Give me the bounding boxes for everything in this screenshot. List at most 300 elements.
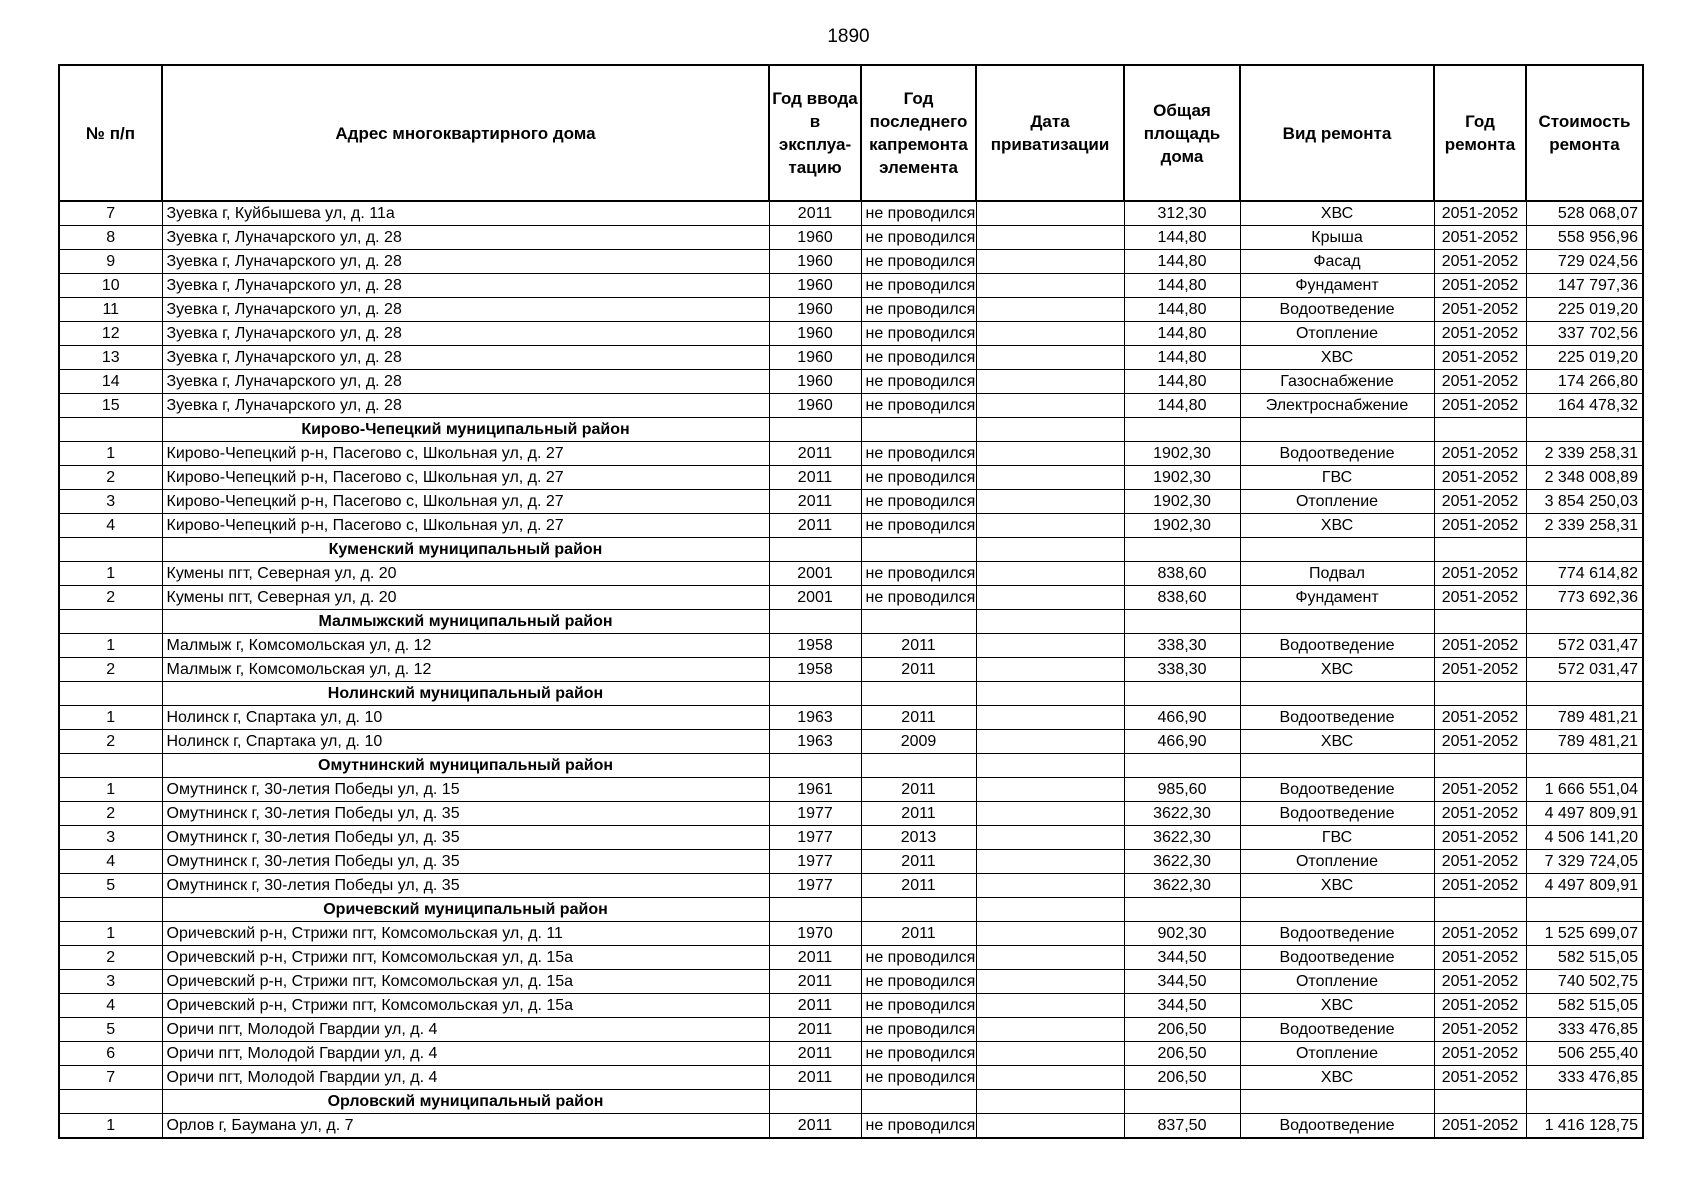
section-empty-cell xyxy=(976,682,1124,706)
section-empty-cell xyxy=(59,538,162,562)
cell-privatization xyxy=(976,802,1124,826)
cell-cost: 729 024,56 xyxy=(1526,250,1643,274)
cell-address: Омутнинск г, 30-летия Победы ул, д. 35 xyxy=(162,850,769,874)
table-row xyxy=(59,994,1643,1018)
cell-privatization xyxy=(976,370,1124,394)
section-empty-cell xyxy=(59,610,162,634)
header-year-built: Год ввода в эксплуа- тацию xyxy=(769,65,861,201)
cell-repair-type: Водоотведение xyxy=(1240,1114,1434,1139)
cell-last-repair: не проводился xyxy=(861,442,976,466)
cell-area: 344,50 xyxy=(1124,994,1240,1018)
cell-repair-type: Крыша xyxy=(1240,226,1434,250)
cell-last-repair: 2011 xyxy=(861,874,976,898)
cell-repair-year: 2051-2052 xyxy=(1434,514,1526,538)
cell-num: 1 xyxy=(59,922,162,946)
cell-year-built: 1960 xyxy=(769,370,861,394)
cell-repair-type: Водоотведение xyxy=(1240,922,1434,946)
cell-last-repair: 2011 xyxy=(861,802,976,826)
cell-address: Кумены пгт, Северная ул, д. 20 xyxy=(162,586,769,610)
cell-num: 10 xyxy=(59,274,162,298)
cell-privatization xyxy=(976,274,1124,298)
cell-num: 3 xyxy=(59,970,162,994)
section-row xyxy=(59,538,1643,562)
section-empty-cell xyxy=(976,418,1124,442)
section-empty-cell xyxy=(1526,418,1643,442)
section-empty-cell xyxy=(861,610,976,634)
cell-cost: 147 797,36 xyxy=(1526,274,1643,298)
cell-repair-type: Водоотведение xyxy=(1240,706,1434,730)
cell-cost: 2 339 258,31 xyxy=(1526,442,1643,466)
cell-num: 3 xyxy=(59,826,162,850)
table-row xyxy=(59,778,1643,802)
section-empty-cell xyxy=(1526,1090,1643,1114)
cell-repair-type: ГВС xyxy=(1240,466,1434,490)
cell-address: Зуевка г, Луначарского ул, д. 28 xyxy=(162,226,769,250)
cell-num: 2 xyxy=(59,658,162,682)
section-empty-cell xyxy=(1240,898,1434,922)
cell-address: Оричи пгт, Молодой Гвардии ул, д. 4 xyxy=(162,1042,769,1066)
cell-repair-type: Водоотведение xyxy=(1240,778,1434,802)
cell-privatization xyxy=(976,658,1124,682)
cell-privatization xyxy=(976,442,1124,466)
cell-cost: 740 502,75 xyxy=(1526,970,1643,994)
cell-address: Кирово-Чепецкий р-н, Пасегово с, Школьная ул, д. 27 xyxy=(162,442,769,466)
cell-cost: 2 348 008,89 xyxy=(1526,466,1643,490)
cell-address: Нолинск г, Спартака ул, д. 10 xyxy=(162,706,769,730)
cell-year-built: 2011 xyxy=(769,994,861,1018)
table-row xyxy=(59,370,1643,394)
section-empty-cell xyxy=(861,418,976,442)
section-empty-cell xyxy=(769,1090,861,1114)
cell-area: 837,50 xyxy=(1124,1114,1240,1139)
section-empty-cell xyxy=(769,418,861,442)
cell-repair-type: ХВС xyxy=(1240,201,1434,226)
section-empty-cell xyxy=(1124,538,1240,562)
section-empty-cell xyxy=(1240,682,1434,706)
table-row xyxy=(59,298,1643,322)
section-empty-cell xyxy=(1240,418,1434,442)
cell-address: Омутнинск г, 30-летия Победы ул, д. 35 xyxy=(162,826,769,850)
cell-repair-type: Отопление xyxy=(1240,1042,1434,1066)
cell-repair-type: Фасад xyxy=(1240,250,1434,274)
section-empty-cell xyxy=(769,610,861,634)
cell-repair-year: 2051-2052 xyxy=(1434,946,1526,970)
cell-repair-type: ГВС xyxy=(1240,826,1434,850)
cell-repair-year: 2051-2052 xyxy=(1434,442,1526,466)
section-empty-cell xyxy=(1124,610,1240,634)
cell-address: Омутнинск г, 30-летия Победы ул, д. 35 xyxy=(162,874,769,898)
section-empty-cell xyxy=(1240,1090,1434,1114)
cell-area: 1902,30 xyxy=(1124,442,1240,466)
table-row xyxy=(59,826,1643,850)
cell-cost: 506 255,40 xyxy=(1526,1042,1643,1066)
section-empty-cell xyxy=(976,538,1124,562)
section-empty-cell xyxy=(1240,538,1434,562)
section-empty-cell xyxy=(59,418,162,442)
header-cost: Стоимость ремонта xyxy=(1526,65,1643,201)
cell-area: 3622,30 xyxy=(1124,826,1240,850)
cell-num: 1 xyxy=(59,442,162,466)
cell-last-repair: 2011 xyxy=(861,850,976,874)
cell-year-built: 2011 xyxy=(769,201,861,226)
cell-repair-year: 2051-2052 xyxy=(1434,850,1526,874)
cell-repair-type: Фундамент xyxy=(1240,586,1434,610)
cell-area: 1902,30 xyxy=(1124,490,1240,514)
cell-cost: 333 476,85 xyxy=(1526,1018,1643,1042)
header-area: Общая площадь дома xyxy=(1124,65,1240,201)
section-empty-cell xyxy=(1124,898,1240,922)
cell-area: 985,60 xyxy=(1124,778,1240,802)
section-empty-cell xyxy=(1526,538,1643,562)
cell-num: 2 xyxy=(59,802,162,826)
table-row xyxy=(59,442,1643,466)
cell-privatization xyxy=(976,298,1124,322)
cell-address: Зуевка г, Луначарского ул, д. 28 xyxy=(162,274,769,298)
cell-repair-type: Водоотведение xyxy=(1240,298,1434,322)
cell-repair-year: 2051-2052 xyxy=(1434,322,1526,346)
cell-num: 7 xyxy=(59,1066,162,1090)
cell-year-built: 1961 xyxy=(769,778,861,802)
cell-privatization xyxy=(976,778,1124,802)
cell-repair-type: ХВС xyxy=(1240,514,1434,538)
table-row xyxy=(59,201,1643,226)
table-row xyxy=(59,1018,1643,1042)
cell-year-built: 2011 xyxy=(769,1114,861,1139)
cell-address: Оричевский р-н, Стрижи пгт, Комсомольская ул, д. 11 xyxy=(162,922,769,946)
cell-year-built: 1960 xyxy=(769,394,861,418)
cell-cost: 572 031,47 xyxy=(1526,658,1643,682)
cell-repair-year: 2051-2052 xyxy=(1434,826,1526,850)
cell-repair-type: Отопление xyxy=(1240,970,1434,994)
cell-area: 206,50 xyxy=(1124,1066,1240,1090)
cell-last-repair: не проводился xyxy=(861,1066,976,1090)
cell-area: 902,30 xyxy=(1124,922,1240,946)
section-empty-cell xyxy=(1434,898,1526,922)
cell-repair-type: Водоотведение xyxy=(1240,442,1434,466)
section-empty-cell xyxy=(861,682,976,706)
cell-address: Зуевка г, Луначарского ул, д. 28 xyxy=(162,250,769,274)
cell-num: 6 xyxy=(59,1042,162,1066)
cell-year-built: 1977 xyxy=(769,826,861,850)
cell-privatization xyxy=(976,970,1124,994)
cell-repair-type: Газоснабжение xyxy=(1240,370,1434,394)
section-empty-cell xyxy=(1124,754,1240,778)
cell-address: Оричи пгт, Молодой Гвардии ул, д. 4 xyxy=(162,1018,769,1042)
cell-address: Кирово-Чепецкий р-н, Пасегово с, Школьная ул, д. 27 xyxy=(162,466,769,490)
cell-year-built: 1960 xyxy=(769,298,861,322)
cell-address: Оричевский р-н, Стрижи пгт, Комсомольская ул, д. 15а xyxy=(162,946,769,970)
cell-area: 1902,30 xyxy=(1124,466,1240,490)
table-row xyxy=(59,706,1643,730)
cell-last-repair: не проводился xyxy=(861,1114,976,1139)
cell-year-built: 2011 xyxy=(769,490,861,514)
cell-repair-type: Фундамент xyxy=(1240,274,1434,298)
cell-cost: 7 329 724,05 xyxy=(1526,850,1643,874)
section-empty-cell xyxy=(1434,754,1526,778)
cell-area: 838,60 xyxy=(1124,586,1240,610)
cell-privatization xyxy=(976,1114,1124,1139)
section-empty-cell xyxy=(769,754,861,778)
cell-repair-type: Электроснабжение xyxy=(1240,394,1434,418)
cell-address: Оричевский р-н, Стрижи пгт, Комсомольская ул, д. 15а xyxy=(162,970,769,994)
cell-num: 9 xyxy=(59,250,162,274)
cell-last-repair: 2011 xyxy=(861,658,976,682)
cell-privatization xyxy=(976,706,1124,730)
cell-address: Оричи пгт, Молодой Гвардии ул, д. 4 xyxy=(162,1066,769,1090)
table-row xyxy=(59,226,1643,250)
cell-area: 344,50 xyxy=(1124,946,1240,970)
cell-cost: 789 481,21 xyxy=(1526,706,1643,730)
table-row xyxy=(59,922,1643,946)
cell-repair-type: Водоотведение xyxy=(1240,802,1434,826)
cell-area: 338,30 xyxy=(1124,634,1240,658)
cell-last-repair: не проводился xyxy=(861,514,976,538)
cell-num: 7 xyxy=(59,201,162,226)
table-row xyxy=(59,658,1643,682)
table-header xyxy=(59,65,1643,201)
cell-privatization xyxy=(976,1042,1124,1066)
cell-area: 144,80 xyxy=(1124,370,1240,394)
header-privatization: Дата приватизации xyxy=(976,65,1124,201)
cell-last-repair: не проводился xyxy=(861,586,976,610)
cell-repair-year: 2051-2052 xyxy=(1434,802,1526,826)
header-last-repair: Год последнего капремонта элемента xyxy=(861,65,976,201)
cell-area: 206,50 xyxy=(1124,1018,1240,1042)
cell-cost: 4 506 141,20 xyxy=(1526,826,1643,850)
cell-privatization xyxy=(976,922,1124,946)
cell-year-built: 2011 xyxy=(769,442,861,466)
cell-address: Зуевка г, Луначарского ул, д. 28 xyxy=(162,322,769,346)
section-empty-cell xyxy=(1526,898,1643,922)
cell-address: Кирово-Чепецкий р-н, Пасегово с, Школьная ул, д. 27 xyxy=(162,514,769,538)
cell-last-repair: не проводился xyxy=(861,346,976,370)
cell-repair-year: 2051-2052 xyxy=(1434,1114,1526,1139)
cell-privatization xyxy=(976,466,1124,490)
cell-year-built: 2011 xyxy=(769,1018,861,1042)
cell-year-built: 1960 xyxy=(769,274,861,298)
cell-last-repair: не проводился xyxy=(861,322,976,346)
table-row xyxy=(59,394,1643,418)
cell-area: 144,80 xyxy=(1124,226,1240,250)
cell-area: 3622,30 xyxy=(1124,802,1240,826)
cell-year-built: 2001 xyxy=(769,562,861,586)
table-row xyxy=(59,274,1643,298)
cell-repair-year: 2051-2052 xyxy=(1434,274,1526,298)
cell-address: Зуевка г, Луначарского ул, д. 28 xyxy=(162,346,769,370)
cell-repair-year: 2051-2052 xyxy=(1434,346,1526,370)
cell-privatization xyxy=(976,946,1124,970)
section-row xyxy=(59,754,1643,778)
cell-last-repair: не проводился xyxy=(861,1018,976,1042)
cell-last-repair: не проводился xyxy=(861,970,976,994)
cell-last-repair: не проводился xyxy=(861,466,976,490)
cell-area: 144,80 xyxy=(1124,346,1240,370)
cell-privatization xyxy=(976,201,1124,226)
cell-year-built: 2011 xyxy=(769,970,861,994)
cell-address: Кумены пгт, Северная ул, д. 20 xyxy=(162,562,769,586)
cell-last-repair: 2011 xyxy=(861,922,976,946)
cell-cost: 4 497 809,91 xyxy=(1526,874,1643,898)
cell-last-repair: 2011 xyxy=(861,634,976,658)
cell-year-built: 2011 xyxy=(769,946,861,970)
cell-last-repair: 2011 xyxy=(861,706,976,730)
cell-last-repair: не проводился xyxy=(861,274,976,298)
section-empty-cell xyxy=(1434,538,1526,562)
section-empty-cell xyxy=(1124,1090,1240,1114)
cell-num: 5 xyxy=(59,874,162,898)
cell-privatization xyxy=(976,874,1124,898)
section-empty-cell xyxy=(1434,1090,1526,1114)
section-empty-cell xyxy=(1124,418,1240,442)
section-empty-cell xyxy=(861,1090,976,1114)
section-title: Нолинский муниципальный район xyxy=(162,682,769,706)
cell-area: 466,90 xyxy=(1124,706,1240,730)
cell-repair-type: ХВС xyxy=(1240,994,1434,1018)
cell-year-built: 1958 xyxy=(769,658,861,682)
cell-privatization xyxy=(976,322,1124,346)
cell-year-built: 1977 xyxy=(769,850,861,874)
cell-repair-year: 2051-2052 xyxy=(1434,634,1526,658)
section-empty-cell xyxy=(769,682,861,706)
cell-cost: 1 416 128,75 xyxy=(1526,1114,1643,1139)
table-row xyxy=(59,466,1643,490)
section-empty-cell xyxy=(1526,682,1643,706)
cell-address: Малмыж г, Комсомольская ул, д. 12 xyxy=(162,634,769,658)
table-row xyxy=(59,250,1643,274)
section-empty-cell xyxy=(861,898,976,922)
cell-repair-year: 2051-2052 xyxy=(1434,1042,1526,1066)
cell-repair-type: ХВС xyxy=(1240,346,1434,370)
cell-address: Нолинск г, Спартака ул, д. 10 xyxy=(162,730,769,754)
cell-last-repair: не проводился xyxy=(861,370,976,394)
cell-num: 1 xyxy=(59,706,162,730)
cell-year-built: 2011 xyxy=(769,1066,861,1090)
cell-num: 4 xyxy=(59,850,162,874)
table-row xyxy=(59,322,1643,346)
cell-cost: 4 497 809,91 xyxy=(1526,802,1643,826)
header-repair-year: Год ремонта xyxy=(1434,65,1526,201)
cell-repair-year: 2051-2052 xyxy=(1434,466,1526,490)
cell-address: Омутнинск г, 30-летия Победы ул, д. 35 xyxy=(162,802,769,826)
section-empty-cell xyxy=(976,610,1124,634)
cell-last-repair: не проводился xyxy=(861,250,976,274)
section-empty-cell xyxy=(59,1090,162,1114)
cell-year-built: 1960 xyxy=(769,346,861,370)
section-empty-cell xyxy=(1434,418,1526,442)
cell-repair-year: 2051-2052 xyxy=(1434,874,1526,898)
cell-area: 144,80 xyxy=(1124,274,1240,298)
section-empty-cell xyxy=(1434,610,1526,634)
cell-num: 15 xyxy=(59,394,162,418)
cell-cost: 1 666 551,04 xyxy=(1526,778,1643,802)
section-empty-cell xyxy=(1240,754,1434,778)
header-address: Адрес многоквартирного дома xyxy=(162,65,769,201)
cell-repair-year: 2051-2052 xyxy=(1434,922,1526,946)
cell-repair-year: 2051-2052 xyxy=(1434,778,1526,802)
cell-last-repair: не проводился xyxy=(861,562,976,586)
section-row xyxy=(59,1090,1643,1114)
cell-year-built: 1958 xyxy=(769,634,861,658)
cell-repair-year: 2051-2052 xyxy=(1434,730,1526,754)
cell-repair-year: 2051-2052 xyxy=(1434,226,1526,250)
table-row xyxy=(59,802,1643,826)
section-row xyxy=(59,898,1643,922)
section-empty-cell xyxy=(1124,682,1240,706)
cell-area: 144,80 xyxy=(1124,394,1240,418)
table-row xyxy=(59,1042,1643,1066)
cell-last-repair: не проводился xyxy=(861,394,976,418)
section-title: Малмыжский муниципальный район xyxy=(162,610,769,634)
table-body xyxy=(59,201,1643,1138)
section-empty-cell xyxy=(861,538,976,562)
cell-repair-type: Водоотведение xyxy=(1240,634,1434,658)
table-row xyxy=(59,562,1643,586)
cell-address: Зуевка г, Луначарского ул, д. 28 xyxy=(162,370,769,394)
cell-last-repair: не проводился xyxy=(861,1042,976,1066)
cell-num: 11 xyxy=(59,298,162,322)
section-empty-cell xyxy=(59,898,162,922)
section-empty-cell xyxy=(59,682,162,706)
section-empty-cell xyxy=(861,754,976,778)
table-row xyxy=(59,586,1643,610)
cell-cost: 582 515,05 xyxy=(1526,946,1643,970)
cell-num: 1 xyxy=(59,778,162,802)
cell-num: 2 xyxy=(59,730,162,754)
cell-privatization xyxy=(976,514,1124,538)
section-title: Куменский муниципальный район xyxy=(162,538,769,562)
cell-address: Орлов г, Баумана ул, д. 7 xyxy=(162,1114,769,1139)
cell-privatization xyxy=(976,490,1124,514)
cell-repair-type: Отопление xyxy=(1240,322,1434,346)
cell-repair-year: 2051-2052 xyxy=(1434,201,1526,226)
cell-repair-type: ХВС xyxy=(1240,658,1434,682)
cell-privatization xyxy=(976,346,1124,370)
cell-privatization xyxy=(976,226,1124,250)
cell-area: 206,50 xyxy=(1124,1042,1240,1066)
cell-privatization xyxy=(976,250,1124,274)
cell-repair-year: 2051-2052 xyxy=(1434,370,1526,394)
table-row xyxy=(59,874,1643,898)
cell-year-built: 1963 xyxy=(769,730,861,754)
cell-repair-year: 2051-2052 xyxy=(1434,490,1526,514)
cell-cost: 528 068,07 xyxy=(1526,201,1643,226)
table-row xyxy=(59,1066,1643,1090)
cell-privatization xyxy=(976,634,1124,658)
cell-area: 338,30 xyxy=(1124,658,1240,682)
cell-last-repair: 2013 xyxy=(861,826,976,850)
cell-address: Зуевка г, Луначарского ул, д. 28 xyxy=(162,394,769,418)
cell-area: 838,60 xyxy=(1124,562,1240,586)
cell-last-repair: не проводился xyxy=(861,994,976,1018)
cell-privatization xyxy=(976,586,1124,610)
cell-repair-year: 2051-2052 xyxy=(1434,1018,1526,1042)
cell-cost: 225 019,20 xyxy=(1526,346,1643,370)
cell-year-built: 1960 xyxy=(769,250,861,274)
cell-address: Малмыж г, Комсомольская ул, д. 12 xyxy=(162,658,769,682)
header-num: № п/п xyxy=(59,65,162,201)
cell-last-repair: 2011 xyxy=(861,778,976,802)
cell-cost: 582 515,05 xyxy=(1526,994,1643,1018)
cell-last-repair: не проводился xyxy=(861,490,976,514)
cell-address: Зуевка г, Луначарского ул, д. 28 xyxy=(162,298,769,322)
table-row xyxy=(59,490,1643,514)
cell-privatization xyxy=(976,562,1124,586)
cell-year-built: 1970 xyxy=(769,922,861,946)
section-title: Омутнинский муниципальный район xyxy=(162,754,769,778)
cell-cost: 3 854 250,03 xyxy=(1526,490,1643,514)
cell-area: 312,30 xyxy=(1124,201,1240,226)
cell-repair-type: Водоотведение xyxy=(1240,946,1434,970)
